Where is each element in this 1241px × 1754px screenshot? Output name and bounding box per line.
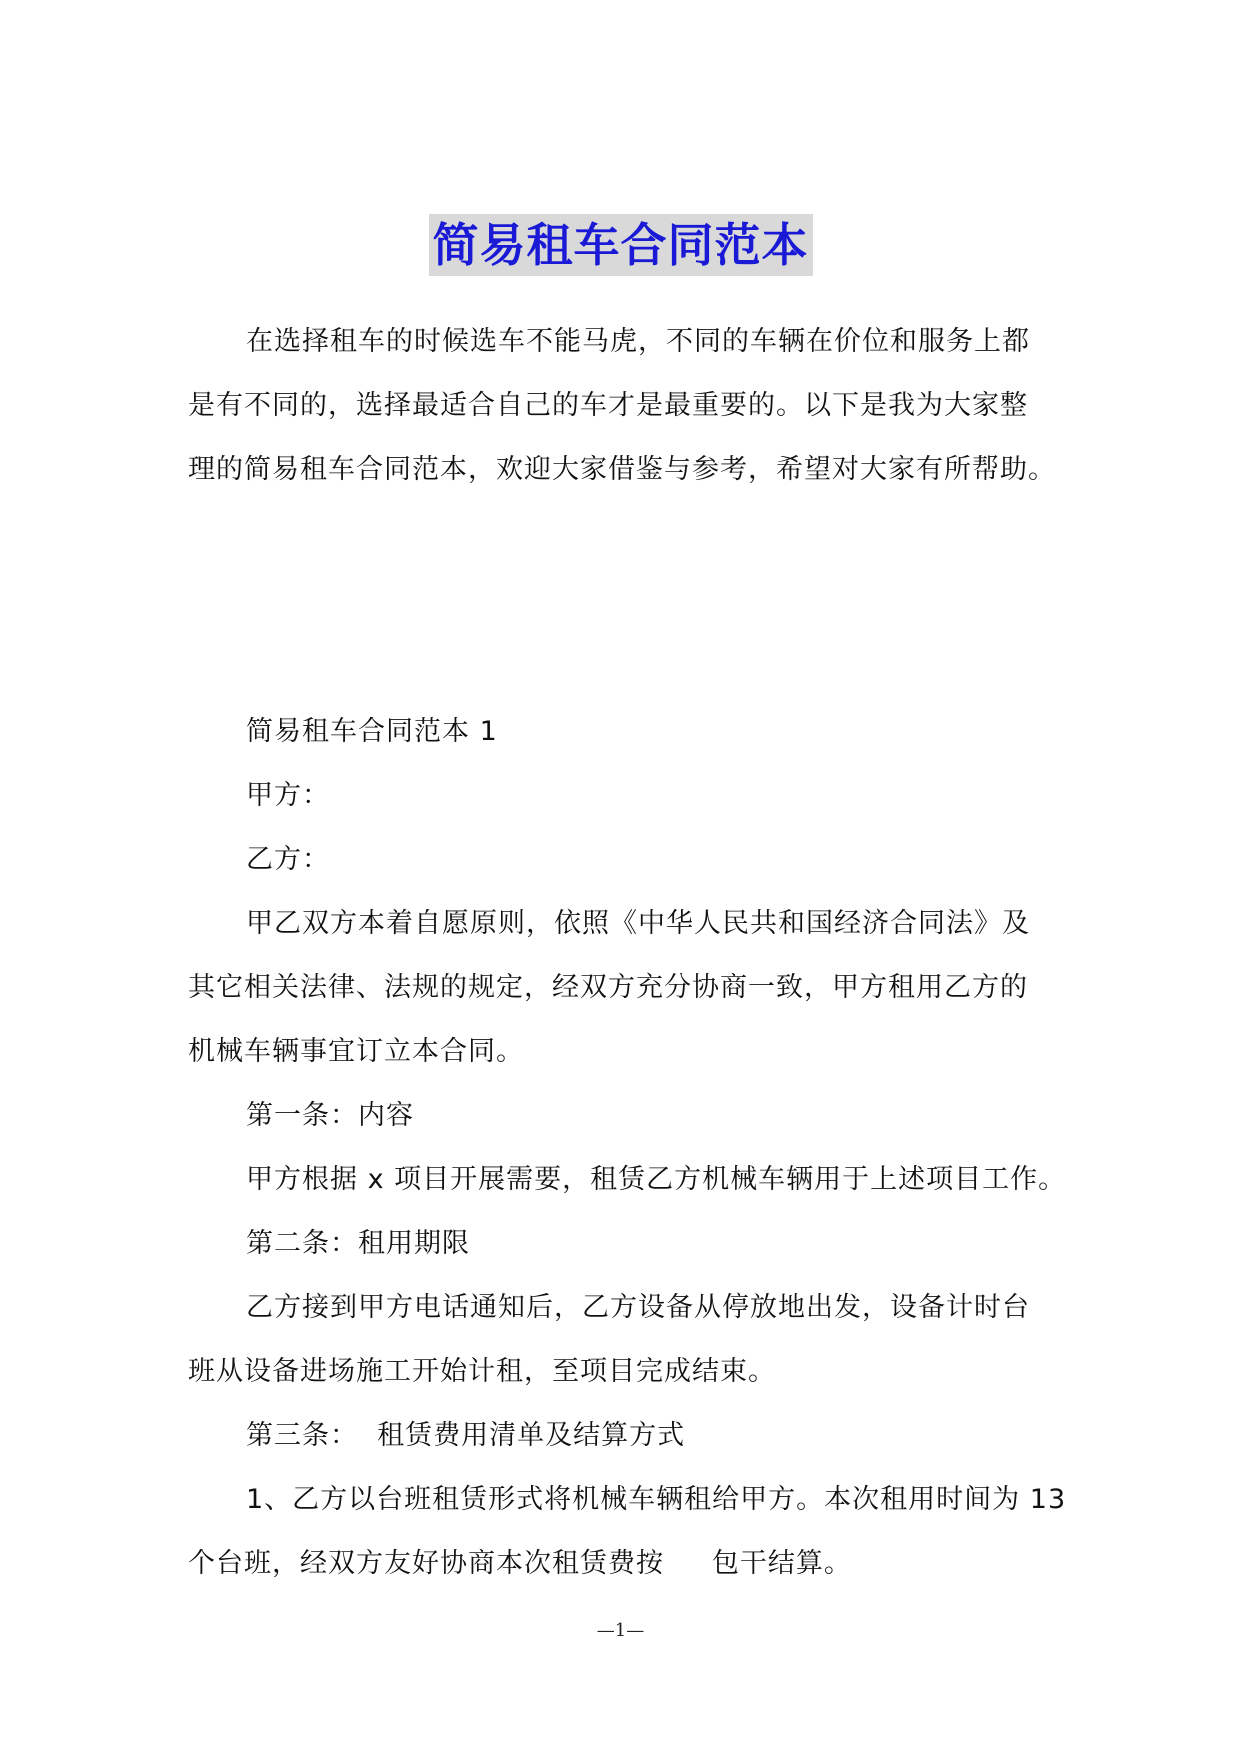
contract-body xyxy=(188,700,1068,1596)
page-number: —1— xyxy=(596,1620,645,1641)
article-3-item-1-line: 个台班，经双方友好协商本次租赁费按 包干结算。 xyxy=(188,1548,852,1579)
party-a-label: 甲方： xyxy=(246,780,330,811)
section-heading: 简易租车合同范本 1 xyxy=(246,716,498,747)
article-3-item-1 xyxy=(188,1468,1068,1596)
article-2-paragraph xyxy=(188,1276,1068,1404)
intro-line: 是有不同的，选择最适合自己的车才是最重要的。以下是我为大家整 xyxy=(188,390,1028,421)
preamble-line: 机械车辆事宜订立本合同。 xyxy=(188,1036,524,1067)
article-2-line: 乙方接到甲方电话通知后，乙方设备从停放地出发，设备计时台 xyxy=(246,1292,1030,1323)
intro-line: 在选择租车的时候选车不能马虎，不同的车辆在价位和服务上都 xyxy=(246,326,1030,357)
article-1-heading: 第一条：内容 xyxy=(246,1100,414,1131)
article-2-line: 班从设备进场施工开始计租，至项目完成结束。 xyxy=(188,1356,776,1387)
title-wrapper xyxy=(0,214,1241,276)
document-title: 简易租车合同范本 xyxy=(429,214,813,276)
article-2-heading: 第二条：租用期限 xyxy=(246,1228,470,1259)
preamble-paragraph xyxy=(188,892,1068,1084)
intro-text xyxy=(188,310,1068,502)
article-3-heading: 第三条： 租赁费用清单及结算方式 xyxy=(246,1420,686,1451)
article-1-text: 甲方根据 x 项目开展需要，租赁乙方机械车辆用于上述项目工作。 xyxy=(246,1164,1067,1195)
party-b-label: 乙方： xyxy=(246,844,330,875)
intro-line: 理的简易租车合同范本，欢迎大家借鉴与参考，希望对大家有所帮助。 xyxy=(188,454,1056,485)
intro-paragraph xyxy=(188,310,1068,502)
preamble-line: 甲乙双方本着自愿原则，依照《中华人民共和国经济合同法》及 xyxy=(246,908,1030,939)
preamble-line: 其它相关法律、法规的规定，经双方充分协商一致，甲方租用乙方的 xyxy=(188,972,1028,1003)
article-3-item-1-line: 1、乙方以台班租赁形式将机械车辆租给甲方。本次租用时间为 13 xyxy=(246,1484,1067,1515)
